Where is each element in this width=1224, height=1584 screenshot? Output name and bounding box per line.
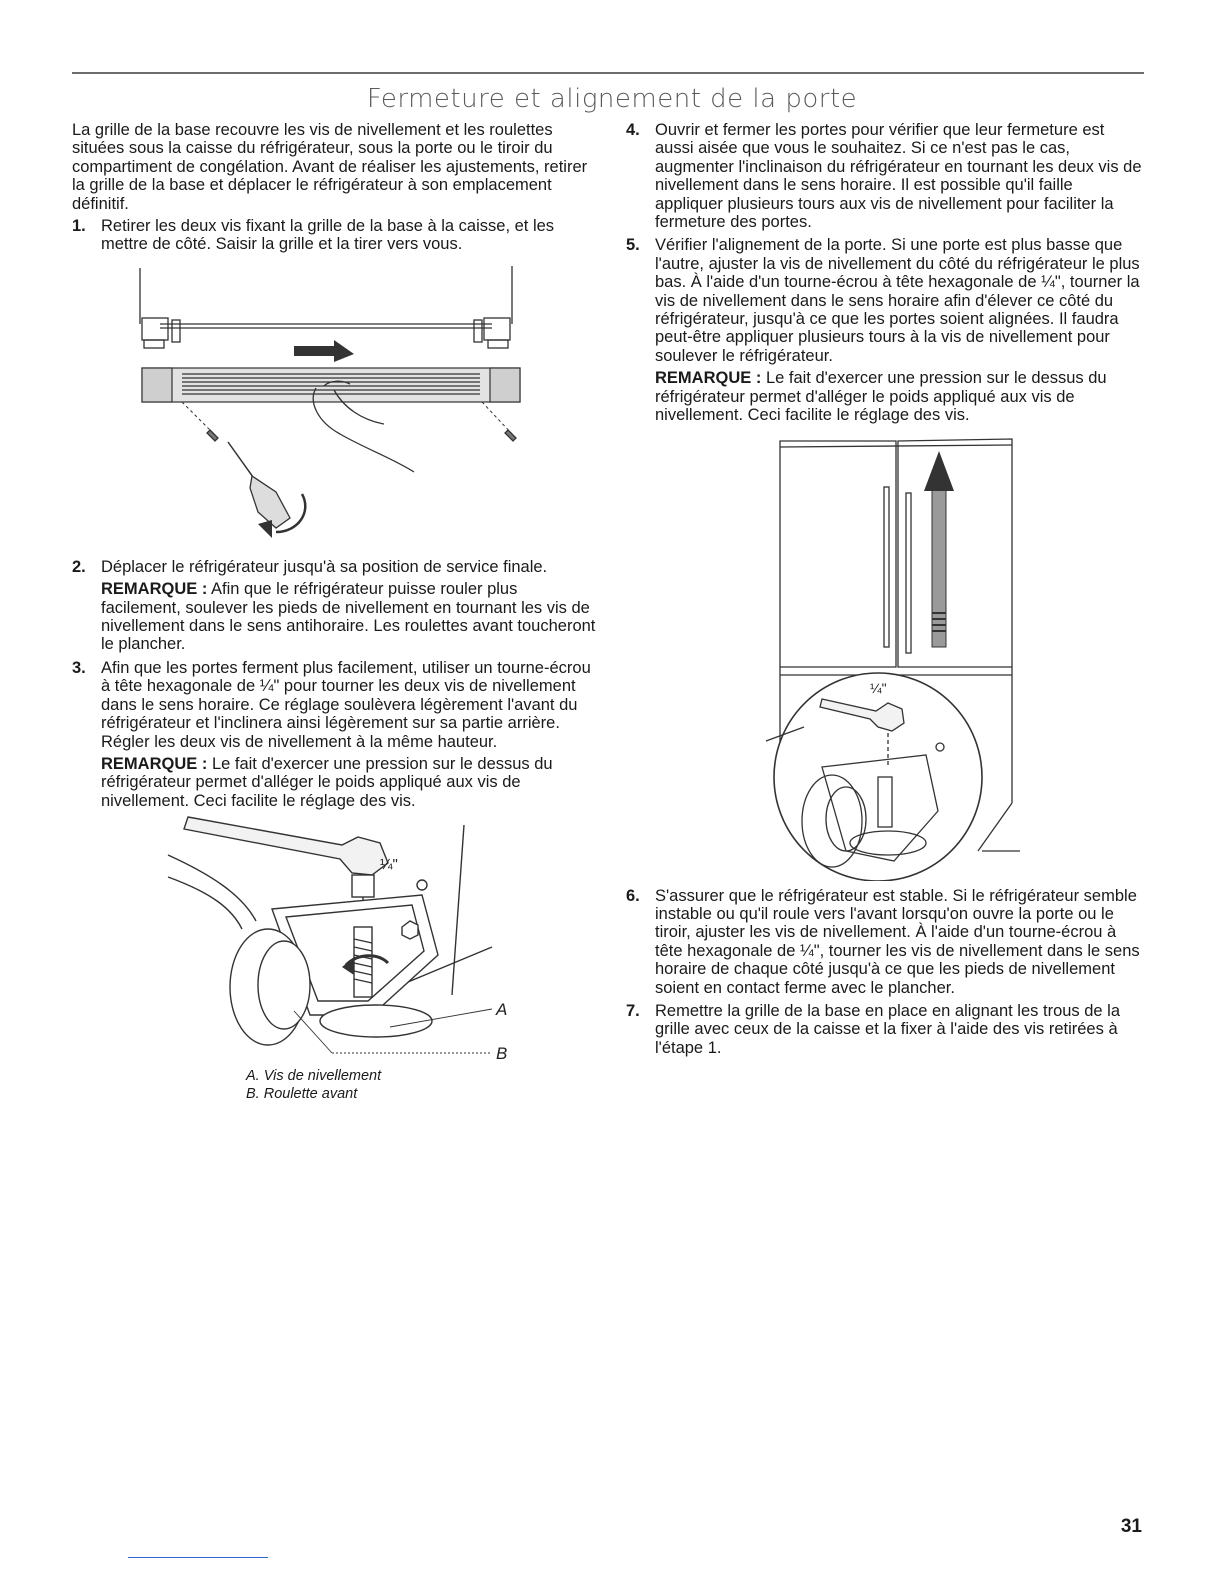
page-number: 31 bbox=[1120, 1516, 1142, 1537]
step-text: Ouvrir et fermer les portes pour vérifier que leur fermeture est aussi aisée que vous le souhaitez. Si ce n'est pas le cas, augmenter l'inclinaison du réfrigérateur en tournant les deux vis de nivellement dans le sens horaire. Il est possible qu'il faille appliquer plusieurs tours aux vis de nivellement pour faciliter la fermeture des portes. bbox=[655, 121, 1142, 232]
page-title: Fermeture et alignement de la porte bbox=[366, 84, 858, 114]
step-text: Afin que les portes ferment plus facilement, utiliser un tourne-écrou à tête hexagonale de ¼" pour tourner les deux vis de nivellement dans le sens horaire. Ce réglage soulèvera légèrement l'avant du réfrigérateur et l'inclinera ainsi légèrement sur sa partie arrière. Régler les deux vis de nivellement à la même hauteur. bbox=[101, 658, 591, 751]
base-grille-removal-illustration bbox=[72, 262, 596, 554]
step-text: S'assurer que le réfrigérateur est stable. Si le réfrigérateur semble instable ou qu'il roule vers l'avant lorsqu'on ouvre la porte ou le tiroir, ajuster les vis de nivellement. À l'aide d'un tourne-écrou à tête hexagonale de ¼", tourner les vis de nivellement dans le sens horaire de chaque côté jusqu'à ce que les pieds de nivellement soient en contact ferme avec le plancher. bbox=[655, 886, 1140, 997]
note-label: REMARQUE : bbox=[101, 580, 208, 599]
right-column bbox=[626, 121, 1142, 1062]
step-number: 1. bbox=[72, 217, 86, 236]
step-note bbox=[655, 369, 1142, 424]
note-label: REMARQUE : bbox=[101, 754, 208, 773]
step-text: Déplacer le réfrigérateur jusqu'à sa position de service finale. bbox=[101, 557, 548, 576]
top-rule bbox=[72, 72, 1144, 74]
bottom-link-line bbox=[128, 1557, 268, 1558]
step-number: 7. bbox=[626, 1001, 640, 1020]
step-2 bbox=[72, 558, 596, 654]
figure-caption bbox=[72, 1067, 596, 1103]
step-3 bbox=[72, 659, 596, 810]
step-text: Remettre la grille de la base en place en alignant les trous de la grille avec ceux de la caisse et la fixer à l'aide des vis retirées à l'étape 1. bbox=[655, 1001, 1121, 1057]
step-number: 4. bbox=[626, 121, 640, 139]
callout-a: A bbox=[496, 1000, 508, 1020]
leveling-screw-illustration bbox=[72, 815, 596, 1065]
left-column bbox=[72, 121, 596, 1103]
door-alignment-illustration bbox=[626, 431, 1142, 881]
step-note bbox=[101, 580, 596, 654]
note-text: Le fait d'exercer une pression sur le dessus du réfrigérateur permet d'alléger le poids appliqué aux vis de nivellement. Ceci facilite le réglage des vis. bbox=[101, 754, 553, 810]
intro-paragraph: La grille de la base recouvre les vis de nivellement et les roulettes situées sous la caisse du réfrigérateur, sous la porte ou le tiroir du compartiment de congélation. Avant de réaliser les ajustements, retirer la grille de la base et déplacer le réfrigérateur à son emplacement définitif. bbox=[72, 121, 588, 213]
step-number: 2. bbox=[72, 557, 86, 576]
note-label: REMARQUE : bbox=[655, 369, 762, 388]
note-text: Le fait d'exercer une pression sur le dessus du réfrigérateur permet d'alléger le poids appliqué aux vis de nivellement. Ceci facilite le réglage des vis. bbox=[655, 369, 1107, 425]
step-text: Vérifier l'alignement de la porte. Si une porte est plus basse que l'autre, ajuster la vis de nivellement du côté du réfrigérateur le plus bas. À l'aide d'un tourne-écrou à tête hexagonale de ¼", tourner la vis de nivellement dans le sens horaire afin d'élever ce côté du réfrigérateur, jusqu'à ce que les portes soient alignées. Il faudra peut-être appliquer plusieurs tours à la vis de nivellement pour soulever le réfrigérateur. bbox=[655, 236, 1140, 365]
step-1 bbox=[72, 217, 596, 254]
caption-a: A. Vis de nivellement bbox=[246, 1068, 382, 1085]
step-number: 5. bbox=[626, 236, 640, 255]
step-number: 3. bbox=[72, 658, 86, 677]
step-number: 6. bbox=[626, 886, 640, 905]
step-note bbox=[101, 755, 596, 810]
step-6 bbox=[626, 887, 1142, 997]
note-text: Afin que le réfrigérateur puisse rouler plus facilement, soulever les pieds de nivellement en tournant les vis de nivellement dans le sens antihoraire. Les roulettes avant toucheront le plancher. bbox=[101, 580, 596, 654]
wrench-size-label: ¼" bbox=[870, 679, 887, 696]
caption-b: B. Roulette avant bbox=[246, 1086, 358, 1103]
wrench-size-label: ¼" bbox=[380, 856, 398, 874]
callout-b: B bbox=[496, 1044, 508, 1064]
step-5 bbox=[626, 236, 1142, 424]
step-7 bbox=[626, 1002, 1142, 1057]
step-text: Retirer les deux vis fixant la grille de la base à la caisse, et les mettre de côté. Saisir la grille et la tirer vers vous. bbox=[101, 217, 555, 254]
step-4 bbox=[626, 121, 1142, 231]
